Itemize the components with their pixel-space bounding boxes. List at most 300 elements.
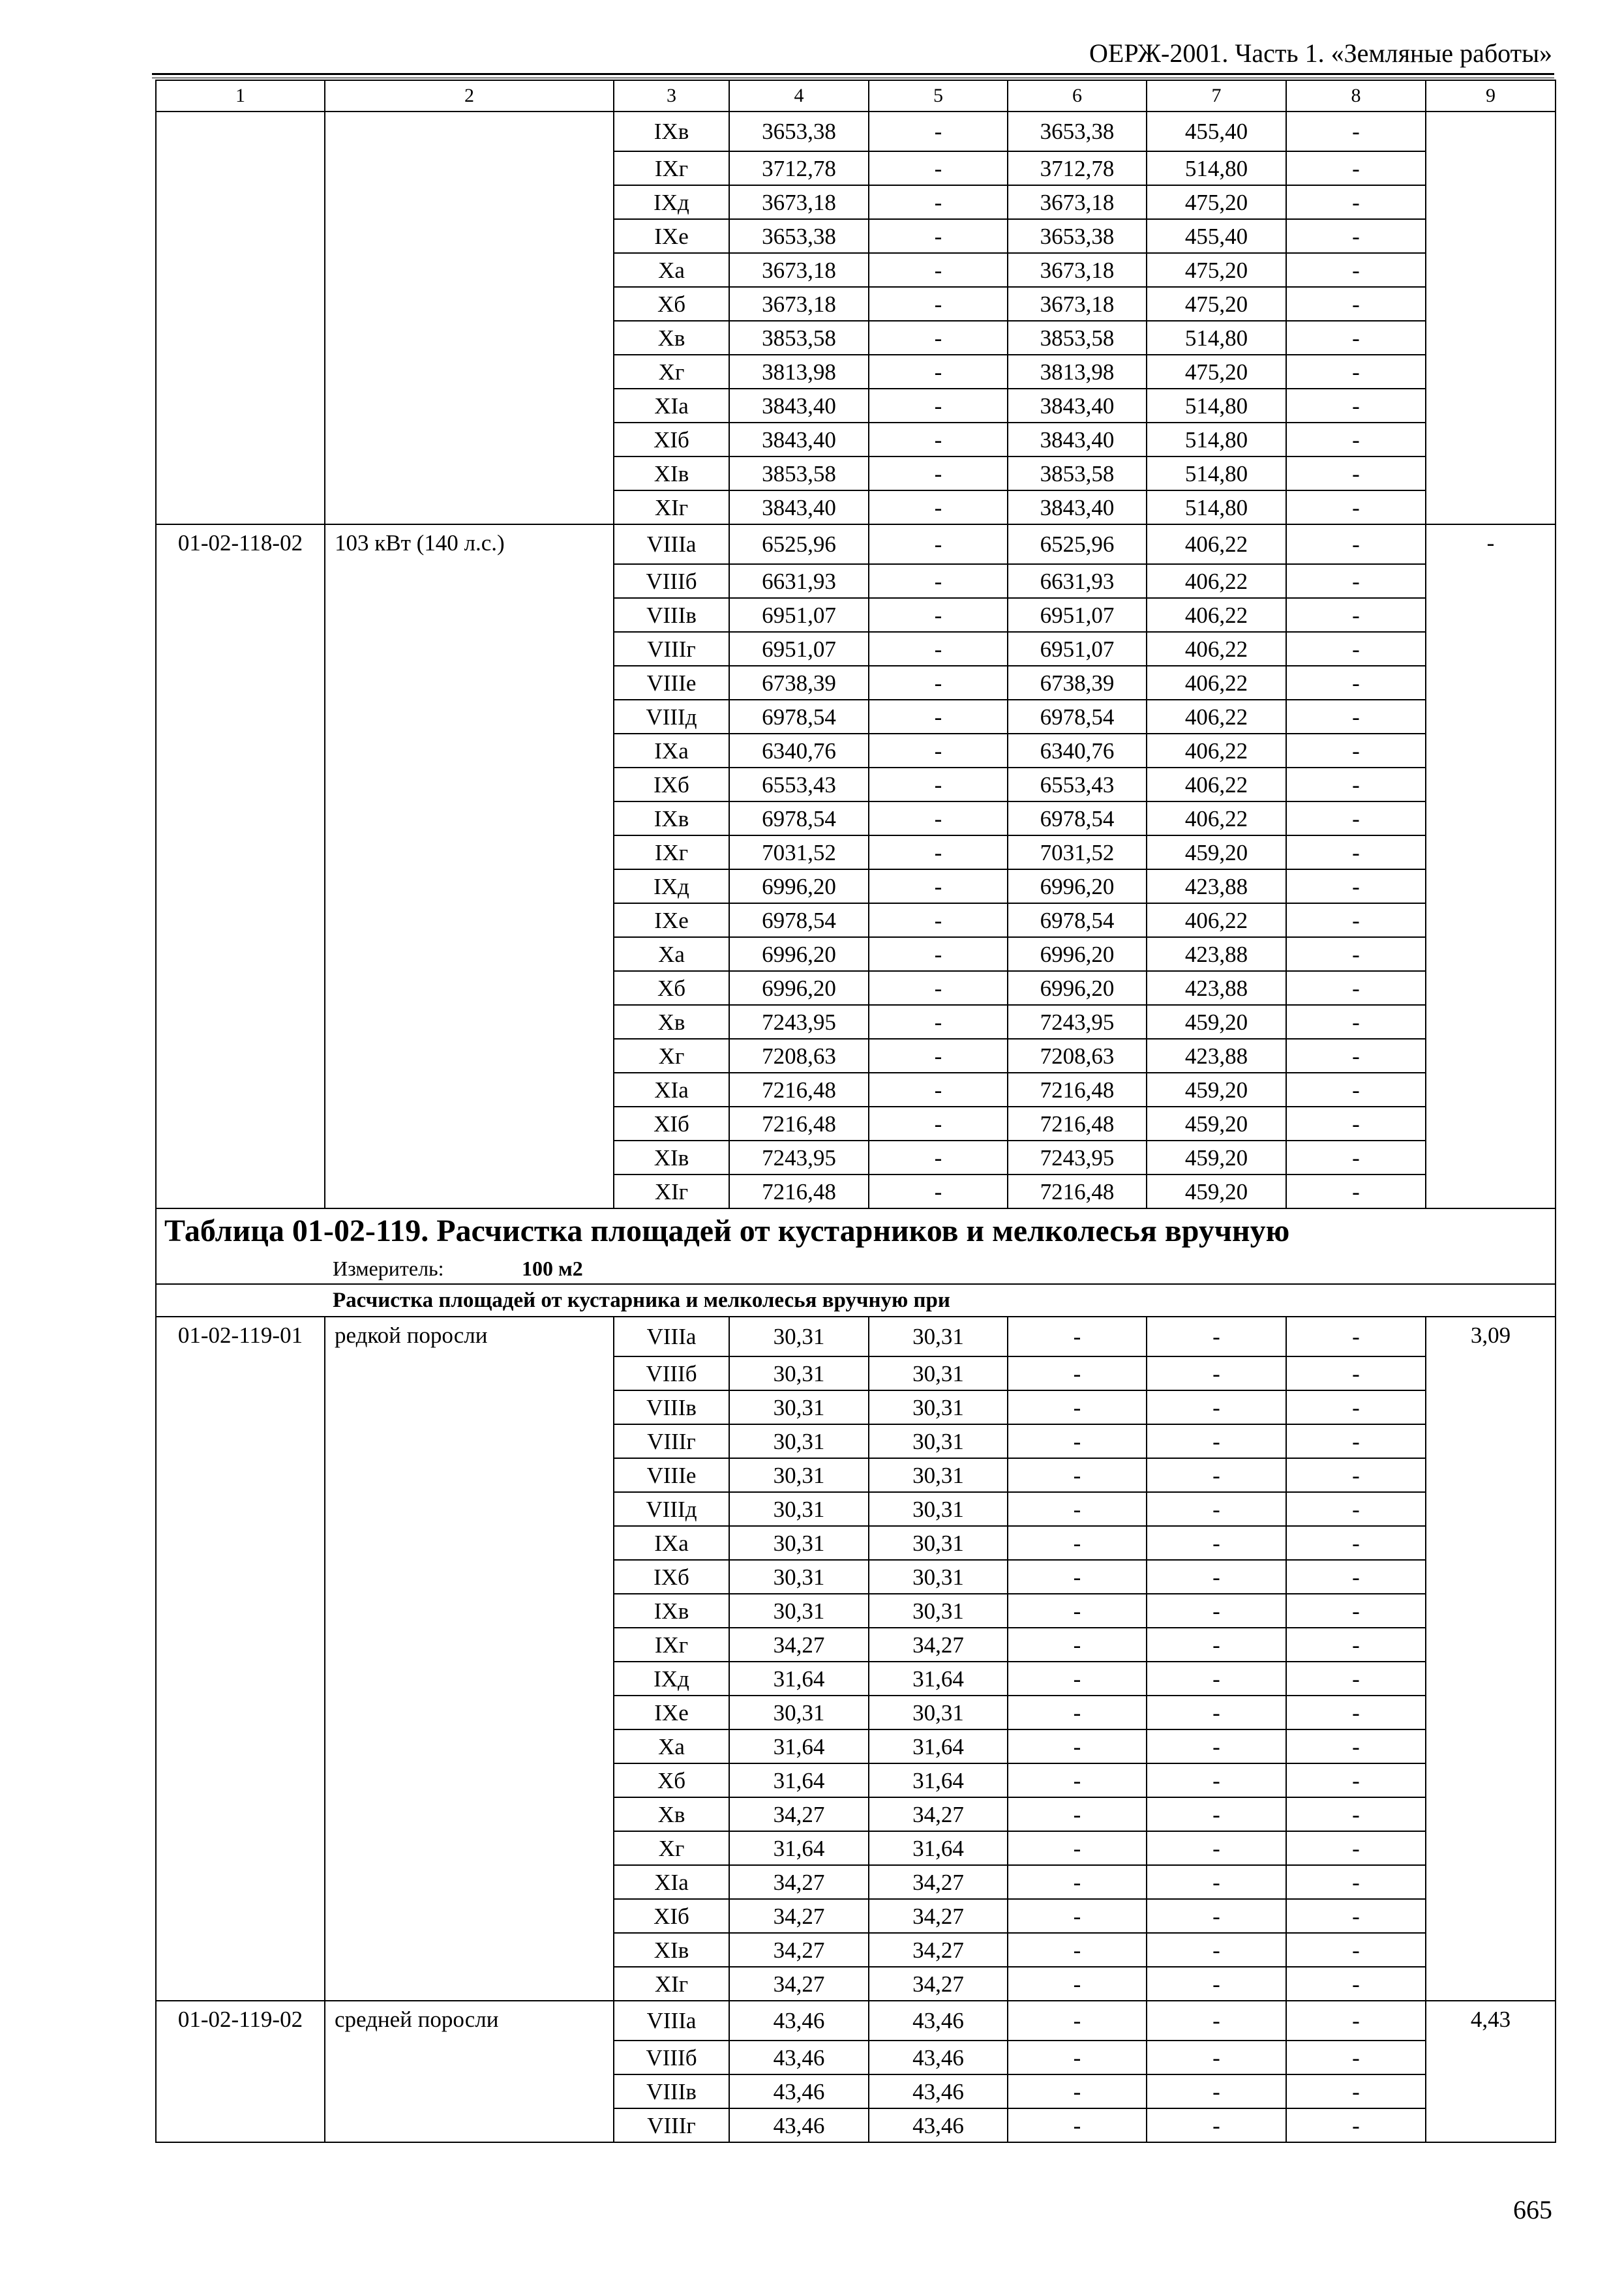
labor-hours-cell (1426, 1763, 1556, 1797)
materials-cost-cell: - (1286, 1424, 1426, 1458)
direct-costs-cell: 30,31 (729, 1560, 869, 1594)
operator-wages-cell: 423,88 (1147, 869, 1286, 903)
soil-group-cell: VIIIе (614, 666, 729, 700)
work-description-cell (325, 937, 614, 971)
machine-costs-cell: 3712,78 (1008, 151, 1147, 185)
table-row (156, 1073, 1556, 1107)
work-description-cell (325, 1628, 614, 1662)
labor-hours-cell (1426, 903, 1556, 937)
labor-wages-cell: - (869, 734, 1008, 768)
materials-cost-cell: - (1286, 1763, 1426, 1797)
operator-wages-cell: - (1147, 1865, 1286, 1899)
machine-costs-cell: - (1008, 1729, 1147, 1763)
labor-wages-cell: - (869, 355, 1008, 389)
materials-cost-cell: - (1286, 869, 1426, 903)
rate-code-cell (156, 389, 325, 423)
direct-costs-cell: 6996,20 (729, 869, 869, 903)
soil-group-cell: VIIIг (614, 1424, 729, 1458)
machine-costs-cell: - (1008, 1492, 1147, 1526)
direct-costs-cell: 7216,48 (729, 1174, 869, 1208)
work-description-cell (325, 2074, 614, 2108)
labor-wages-cell: - (869, 253, 1008, 287)
machine-costs-cell: 3853,58 (1008, 456, 1147, 490)
work-description-cell (325, 112, 614, 151)
table-row (156, 971, 1556, 1005)
rate-code-cell (156, 1899, 325, 1933)
direct-costs-cell: 3653,38 (729, 112, 869, 151)
operator-wages-cell: 514,80 (1147, 321, 1286, 355)
labor-hours-cell (1426, 1594, 1556, 1628)
materials-cost-cell: - (1286, 2001, 1426, 2041)
labor-hours-cell (1426, 321, 1556, 355)
operator-wages-cell: - (1147, 1492, 1286, 1526)
direct-costs-cell: 31,64 (729, 1763, 869, 1797)
materials-cost-cell: - (1286, 1662, 1426, 1696)
direct-costs-cell: 3673,18 (729, 253, 869, 287)
work-description-cell (325, 1594, 614, 1628)
labor-wages-cell: - (869, 903, 1008, 937)
machine-costs-cell: 7031,52 (1008, 835, 1147, 869)
labor-wages-cell: - (869, 598, 1008, 632)
labor-hours-cell (1426, 1899, 1556, 1933)
soil-group-cell: IXд (614, 1662, 729, 1696)
operator-wages-cell: 406,22 (1147, 524, 1286, 564)
operator-wages-cell: - (1147, 1696, 1286, 1729)
direct-costs-cell: 7208,63 (729, 1039, 869, 1073)
labor-hours-cell (1426, 1039, 1556, 1073)
operator-wages-cell: - (1147, 1317, 1286, 1356)
table-row (156, 1174, 1556, 1208)
table-row (156, 1107, 1556, 1141)
labor-wages-cell: 31,64 (869, 1831, 1008, 1865)
work-description-cell (325, 1662, 614, 1696)
section-heading-row (156, 1284, 1556, 1317)
labor-wages-cell: - (869, 423, 1008, 456)
table-row (156, 1628, 1556, 1662)
materials-cost-cell: - (1286, 1356, 1426, 1390)
soil-group-cell: VIIIа (614, 524, 729, 564)
machine-costs-cell: 3673,18 (1008, 253, 1147, 287)
labor-hours-cell (1426, 355, 1556, 389)
operator-wages-cell: - (1147, 2108, 1286, 2142)
operator-wages-cell: 514,80 (1147, 389, 1286, 423)
rate-code-cell (156, 937, 325, 971)
labor-wages-cell: 30,31 (869, 1458, 1008, 1492)
soil-group-cell: VIIIд (614, 1492, 729, 1526)
labor-hours-cell (1426, 2108, 1556, 2142)
labor-hours-cell (1426, 185, 1556, 219)
labor-wages-cell: - (869, 801, 1008, 835)
rate-code-cell (156, 903, 325, 937)
work-description-cell (325, 1865, 614, 1899)
operator-wages-cell: 459,20 (1147, 1005, 1286, 1039)
machine-costs-cell: 7216,48 (1008, 1174, 1147, 1208)
rate-code-cell (156, 456, 325, 490)
table-row (156, 1696, 1556, 1729)
labor-hours-cell (1426, 1933, 1556, 1967)
labor-wages-cell: 34,27 (869, 1628, 1008, 1662)
labor-hours-cell (1426, 1492, 1556, 1526)
operator-wages-cell: - (1147, 1933, 1286, 1967)
work-description-cell (325, 734, 614, 768)
column-number: 9 (1426, 80, 1556, 112)
work-description-cell (325, 321, 614, 355)
materials-cost-cell: - (1286, 490, 1426, 524)
soil-group-cell: XIв (614, 1933, 729, 1967)
table-row (156, 598, 1556, 632)
operator-wages-cell: 406,22 (1147, 734, 1286, 768)
materials-cost-cell: - (1286, 423, 1426, 456)
materials-cost-cell: - (1286, 253, 1426, 287)
direct-costs-cell: 6525,96 (729, 524, 869, 564)
soil-group-cell: Xг (614, 1039, 729, 1073)
operator-wages-cell: 455,40 (1147, 112, 1286, 151)
labor-hours-cell (1426, 1107, 1556, 1141)
operator-wages-cell: 475,20 (1147, 253, 1286, 287)
rate-code-cell (156, 1696, 325, 1729)
labor-wages-cell: - (869, 456, 1008, 490)
work-description-cell (325, 456, 614, 490)
table-row (156, 1560, 1556, 1594)
machine-costs-cell: 3673,18 (1008, 185, 1147, 219)
table-row (156, 2001, 1556, 2041)
soil-group-cell: VIIIв (614, 598, 729, 632)
machine-costs-cell: 3843,40 (1008, 389, 1147, 423)
soil-group-cell: IXб (614, 768, 729, 801)
work-description-cell (325, 1560, 614, 1594)
work-description-cell (325, 1526, 614, 1560)
operator-wages-cell: 514,80 (1147, 456, 1286, 490)
operator-wages-cell: - (1147, 2001, 1286, 2041)
machine-costs-cell: 6951,07 (1008, 632, 1147, 666)
labor-wages-cell: - (869, 1005, 1008, 1039)
labor-wages-cell: - (869, 1039, 1008, 1073)
materials-cost-cell: - (1286, 598, 1426, 632)
labor-hours-cell (1426, 666, 1556, 700)
soil-group-cell: IXе (614, 219, 729, 253)
table-row (156, 1492, 1556, 1526)
materials-cost-cell: - (1286, 1696, 1426, 1729)
work-description-cell (325, 1831, 614, 1865)
labor-hours-cell (1426, 937, 1556, 971)
table-row (156, 1865, 1556, 1899)
soil-group-cell: Xа (614, 1729, 729, 1763)
labor-wages-cell: 34,27 (869, 1865, 1008, 1899)
machine-costs-cell: - (1008, 1797, 1147, 1831)
machine-costs-cell: - (1008, 1356, 1147, 1390)
table-row (156, 1141, 1556, 1174)
soil-group-cell: IXа (614, 1526, 729, 1560)
labor-wages-cell: 30,31 (869, 1390, 1008, 1424)
direct-costs-cell: 30,31 (729, 1390, 869, 1424)
table-row (156, 666, 1556, 700)
machine-costs-cell: - (1008, 1865, 1147, 1899)
rate-code-cell (156, 666, 325, 700)
soil-group-cell: Xб (614, 287, 729, 321)
rate-code-cell: 01-02-119-01 (156, 1317, 325, 1356)
table-row (156, 1797, 1556, 1831)
table-row (156, 768, 1556, 801)
labor-hours-cell: 3,09 (1426, 1317, 1556, 1356)
labor-wages-cell: 30,31 (869, 1696, 1008, 1729)
labor-hours-cell (1426, 1696, 1556, 1729)
rate-code-cell (156, 1763, 325, 1797)
table-row (156, 355, 1556, 389)
machine-costs-cell: - (1008, 1560, 1147, 1594)
labor-wages-cell: - (869, 321, 1008, 355)
work-description-cell: редкой поросли (325, 1317, 614, 1356)
direct-costs-cell: 3853,58 (729, 456, 869, 490)
direct-costs-cell: 6553,43 (729, 768, 869, 801)
labor-wages-cell: - (869, 1174, 1008, 1208)
labor-wages-cell: - (869, 389, 1008, 423)
soil-group-cell: XIг (614, 1174, 729, 1208)
rate-code-cell (156, 869, 325, 903)
machine-costs-cell: 3653,38 (1008, 112, 1147, 151)
labor-wages-cell: 34,27 (869, 1933, 1008, 1967)
labor-hours-cell (1426, 253, 1556, 287)
work-description-cell (325, 801, 614, 835)
soil-group-cell: IXд (614, 869, 729, 903)
direct-costs-cell: 43,46 (729, 2001, 869, 2041)
work-description-cell (325, 151, 614, 185)
table-row (156, 1317, 1556, 1356)
soil-group-cell: IXг (614, 1628, 729, 1662)
direct-costs-cell: 30,31 (729, 1526, 869, 1560)
materials-cost-cell: - (1286, 456, 1426, 490)
soil-group-cell: XIа (614, 1073, 729, 1107)
labor-hours-cell (1426, 1390, 1556, 1424)
rate-code-cell (156, 1662, 325, 1696)
materials-cost-cell: - (1286, 2108, 1426, 2142)
rate-code-cell (156, 1356, 325, 1390)
soil-group-cell: Xг (614, 355, 729, 389)
rate-code-cell (156, 1073, 325, 1107)
soil-group-cell: XIб (614, 1899, 729, 1933)
materials-cost-cell: - (1286, 1141, 1426, 1174)
labor-hours-cell (1426, 1865, 1556, 1899)
labor-hours-cell (1426, 734, 1556, 768)
rate-code-cell (156, 1005, 325, 1039)
machine-costs-cell: - (1008, 2041, 1147, 2074)
table-row (156, 700, 1556, 734)
soil-group-cell: Xв (614, 1797, 729, 1831)
rate-code-cell (156, 1424, 325, 1458)
machine-costs-cell: 3673,18 (1008, 287, 1147, 321)
table-row (156, 185, 1556, 219)
rate-code-cell (156, 1560, 325, 1594)
labor-wages-cell: - (869, 937, 1008, 971)
direct-costs-cell: 30,31 (729, 1696, 869, 1729)
soil-group-cell: IXе (614, 1696, 729, 1729)
labor-hours-cell (1426, 1141, 1556, 1174)
direct-costs-cell: 43,46 (729, 2041, 869, 2074)
column-number: 1 (156, 80, 325, 112)
work-description-cell (325, 1039, 614, 1073)
table-row (156, 1831, 1556, 1865)
labor-wages-cell: - (869, 1141, 1008, 1174)
direct-costs-cell: 7216,48 (729, 1073, 869, 1107)
soil-group-cell: Xа (614, 253, 729, 287)
direct-costs-cell: 30,31 (729, 1356, 869, 1390)
labor-wages-cell: - (869, 869, 1008, 903)
materials-cost-cell: - (1286, 971, 1426, 1005)
operator-wages-cell: - (1147, 1763, 1286, 1797)
table-row (156, 490, 1556, 524)
materials-cost-cell: - (1286, 1560, 1426, 1594)
rate-code-cell (156, 632, 325, 666)
machine-costs-cell: 6553,43 (1008, 768, 1147, 801)
direct-costs-cell: 7243,95 (729, 1141, 869, 1174)
rate-code-cell (156, 835, 325, 869)
machine-costs-cell: - (1008, 1390, 1147, 1424)
operator-wages-cell: - (1147, 1831, 1286, 1865)
labor-hours-cell (1426, 389, 1556, 423)
table-row (156, 632, 1556, 666)
labor-hours-cell (1426, 219, 1556, 253)
work-description-cell (325, 1390, 614, 1424)
rate-code-cell (156, 1831, 325, 1865)
rate-code-cell (156, 801, 325, 835)
rate-code-cell (156, 1390, 325, 1424)
materials-cost-cell: - (1286, 321, 1426, 355)
direct-costs-cell: 6996,20 (729, 971, 869, 1005)
header-rule (152, 73, 1554, 75)
labor-wages-cell: - (869, 700, 1008, 734)
machine-costs-cell: - (1008, 1763, 1147, 1797)
work-description-cell (325, 1458, 614, 1492)
operator-wages-cell: - (1147, 1662, 1286, 1696)
labor-hours-cell (1426, 1560, 1556, 1594)
machine-costs-cell: - (1008, 2001, 1147, 2041)
work-description-cell (325, 1356, 614, 1390)
rate-code-cell (156, 1039, 325, 1073)
rate-code-cell (156, 355, 325, 389)
materials-cost-cell: - (1286, 1005, 1426, 1039)
rate-code-cell (156, 1526, 325, 1560)
direct-costs-cell: 31,64 (729, 1662, 869, 1696)
rate-code-cell (156, 185, 325, 219)
column-number: 7 (1147, 80, 1286, 112)
labor-wages-cell: 31,64 (869, 1662, 1008, 1696)
table-row (156, 564, 1556, 598)
materials-cost-cell: - (1286, 1458, 1426, 1492)
work-description-cell (325, 869, 614, 903)
machine-costs-cell: 6978,54 (1008, 903, 1147, 937)
labor-wages-cell: - (869, 287, 1008, 321)
soil-group-cell: IXг (614, 835, 729, 869)
machine-costs-cell: - (1008, 1831, 1147, 1865)
table-row (156, 253, 1556, 287)
work-description-cell (325, 185, 614, 219)
machine-costs-cell: 3853,58 (1008, 321, 1147, 355)
labor-wages-cell: 34,27 (869, 1967, 1008, 2001)
direct-costs-cell: 3712,78 (729, 151, 869, 185)
materials-cost-cell: - (1286, 768, 1426, 801)
work-description-cell (325, 1696, 614, 1729)
work-description-cell (325, 632, 614, 666)
rate-code-cell (156, 1967, 325, 2001)
machine-costs-cell: - (1008, 1526, 1147, 1560)
labor-wages-cell: - (869, 185, 1008, 219)
rate-code-cell (156, 219, 325, 253)
labor-wages-cell: 34,27 (869, 1899, 1008, 1933)
work-description-cell (325, 564, 614, 598)
rate-code-cell (156, 2074, 325, 2108)
table-row (156, 1899, 1556, 1933)
table-row (156, 1729, 1556, 1763)
operator-wages-cell: 459,20 (1147, 1073, 1286, 1107)
direct-costs-cell: 6978,54 (729, 700, 869, 734)
operator-wages-cell: 406,22 (1147, 666, 1286, 700)
direct-costs-cell: 3673,18 (729, 287, 869, 321)
materials-cost-cell: - (1286, 1967, 1426, 2001)
rate-code-cell: 01-02-119-02 (156, 2001, 325, 2041)
labor-wages-cell: - (869, 219, 1008, 253)
rate-code-cell (156, 1933, 325, 1967)
labor-wages-cell: 30,31 (869, 1492, 1008, 1526)
operator-wages-cell: 514,80 (1147, 490, 1286, 524)
work-description-cell (325, 1005, 614, 1039)
direct-costs-cell: 6978,54 (729, 903, 869, 937)
operator-wages-cell: - (1147, 1899, 1286, 1933)
table-row (156, 321, 1556, 355)
work-description-cell (325, 1174, 614, 1208)
work-description-cell (325, 1424, 614, 1458)
direct-costs-cell: 30,31 (729, 1492, 869, 1526)
work-description-cell (325, 1899, 614, 1933)
machine-costs-cell: 3843,40 (1008, 490, 1147, 524)
operator-wages-cell: 514,80 (1147, 423, 1286, 456)
labor-wages-cell: - (869, 768, 1008, 801)
operator-wages-cell: 475,20 (1147, 185, 1286, 219)
labor-hours-cell (1426, 1628, 1556, 1662)
labor-wages-cell: - (869, 112, 1008, 151)
labor-hours-cell (1426, 1458, 1556, 1492)
direct-costs-cell: 34,27 (729, 1899, 869, 1933)
column-number: 8 (1286, 80, 1426, 112)
labor-wages-cell: - (869, 632, 1008, 666)
labor-wages-cell: - (869, 524, 1008, 564)
labor-hours-cell (1426, 801, 1556, 835)
labor-hours-cell (1426, 1356, 1556, 1390)
machine-costs-cell: 7243,95 (1008, 1005, 1147, 1039)
column-number: 4 (729, 80, 869, 112)
soil-group-cell: IXв (614, 1594, 729, 1628)
machine-costs-cell: - (1008, 1317, 1147, 1356)
work-description-cell: средней поросли (325, 2001, 614, 2041)
direct-costs-cell: 43,46 (729, 2074, 869, 2108)
soil-group-cell: VIIIг (614, 2108, 729, 2142)
rate-code-cell (156, 1458, 325, 1492)
operator-wages-cell: - (1147, 1560, 1286, 1594)
materials-cost-cell: - (1286, 2041, 1426, 2074)
materials-cost-cell: - (1286, 1831, 1426, 1865)
work-description-cell (325, 768, 614, 801)
labor-hours-cell (1426, 287, 1556, 321)
rate-code-cell (156, 321, 325, 355)
soil-group-cell: Xг (614, 1831, 729, 1865)
soil-group-cell: IXв (614, 801, 729, 835)
direct-costs-cell: 6996,20 (729, 937, 869, 971)
labor-hours-cell (1426, 564, 1556, 598)
meter-row (156, 1253, 1556, 1284)
machine-costs-cell: - (1008, 1662, 1147, 1696)
machine-costs-cell: - (1008, 2074, 1147, 2108)
labor-wages-cell: 31,64 (869, 1763, 1008, 1797)
direct-costs-cell: 30,31 (729, 1424, 869, 1458)
materials-cost-cell: - (1286, 1492, 1426, 1526)
